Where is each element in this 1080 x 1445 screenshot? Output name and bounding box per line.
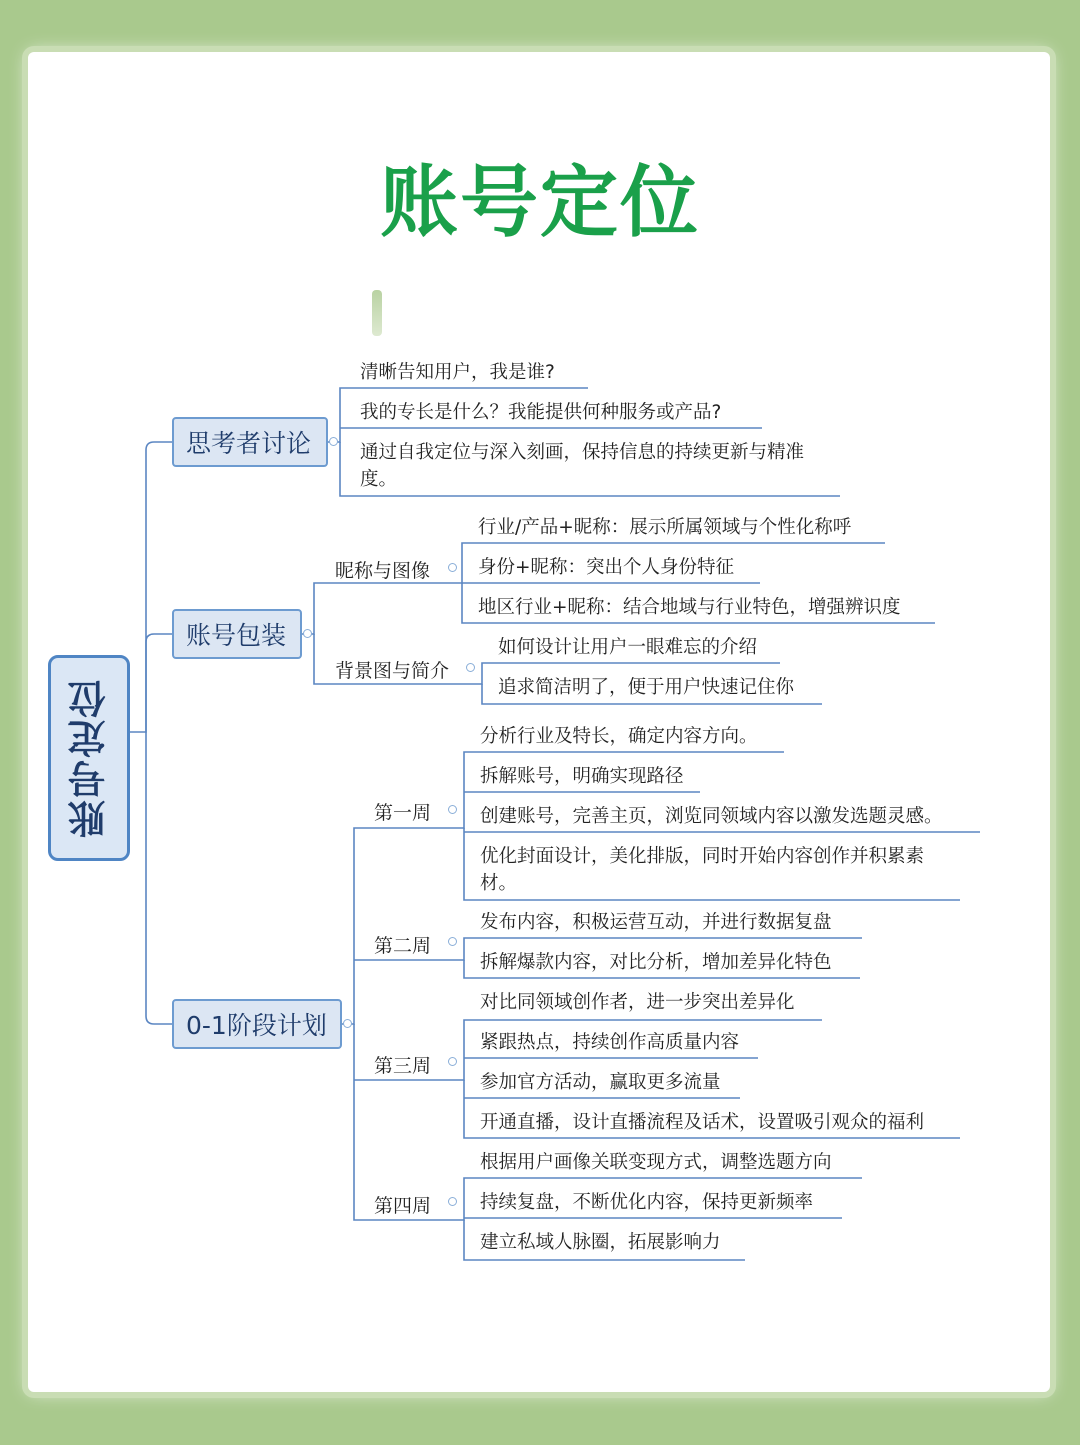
branch-label: 0-1阶段计划 [186,1011,327,1040]
leaf-item: 创建账号，完善主页，浏览同领域内容以激发选题灵感。 [480,806,943,827]
leaf-item: 对比同领域创作者，进一步突出差异化 [480,992,795,1013]
branch-label: 账号包装 [186,621,287,650]
leaf-item: 身份+昵称：突出个人身份特征 [478,557,735,578]
collapse-toggle-icon[interactable] [343,1019,352,1028]
leaf-item: 如何设计让用户一眼难忘的介绍 [498,637,758,658]
leaf-item: 拆解爆款内容，对比分析，增加差异化特色 [480,952,832,973]
subbranch-label: 第四周 [374,1195,432,1217]
root-node[interactable] [48,655,130,861]
leaf-item: 通过自我定位与深入刻画，保持信息的持续更新与精准度。 [360,442,805,490]
subbranch-label: 昵称与图像 [335,560,431,582]
collapse-toggle-icon[interactable] [448,1057,457,1066]
subbranch-label: 第一周 [374,802,432,824]
leaf-item: 持续复盘，不断优化内容，保持更新频率 [480,1192,814,1213]
leaf-item: 参加官方活动，赢取更多流量 [480,1072,721,1093]
leaf-item: 开通直播，设计直播流程及话术，设置吸引观众的福利 [480,1112,925,1133]
subbranch-label: 背景图与简介 [335,660,450,682]
leaf-item: 紧跟热点，持续创作高质量内容 [480,1032,740,1053]
collapse-toggle-icon[interactable] [448,563,457,572]
collapse-toggle-icon[interactable] [329,437,338,446]
branch-node-thinking[interactable] [172,417,328,467]
subbranch-label: 第二周 [374,935,432,957]
branch-node-packaging[interactable] [172,609,302,659]
leaf-item: 分析行业及特长，确定内容方向。 [480,726,758,747]
leaf-item: 优化封面设计，美化排版，同时开始内容创作并积累素材。 [480,846,925,894]
collapse-toggle-icon[interactable] [303,629,312,638]
leaf-item: 发布内容，积极运营互动，并进行数据复盘 [480,912,832,933]
page-title: 账号定位 [379,158,700,248]
collapse-toggle-icon[interactable] [448,937,457,946]
collapse-toggle-icon[interactable] [466,663,475,672]
branch-node-plan[interactable] [172,999,342,1049]
leaf-item: 地区行业+昵称：结合地域与行业特色，增强辨识度 [478,597,901,618]
leaf-item: 我的专长是什么？我能提供何种服务或产品? [360,402,722,423]
branch-label: 思考者讨论 [186,429,312,458]
leaf-item: 根据用户画像关联变现方式，调整选题方向 [480,1152,832,1173]
leaf-item: 清晰告知用户，我是谁? [360,362,555,383]
leaf-item: 追求简洁明了，便于用户快速记住你 [498,677,795,698]
collapse-toggle-icon[interactable] [448,805,457,814]
root-node-label: 账号定位 [67,678,112,838]
leaf-item: 拆解账号，明确实现路径 [480,766,684,787]
leaf-item: 行业/产品+昵称：展示所属领域与个性化称呼 [478,517,852,538]
collapse-toggle-icon[interactable] [448,1197,457,1206]
leaf-item: 建立私域人脉圈，拓展影响力 [480,1232,721,1253]
subbranch-label: 第三周 [374,1055,432,1077]
